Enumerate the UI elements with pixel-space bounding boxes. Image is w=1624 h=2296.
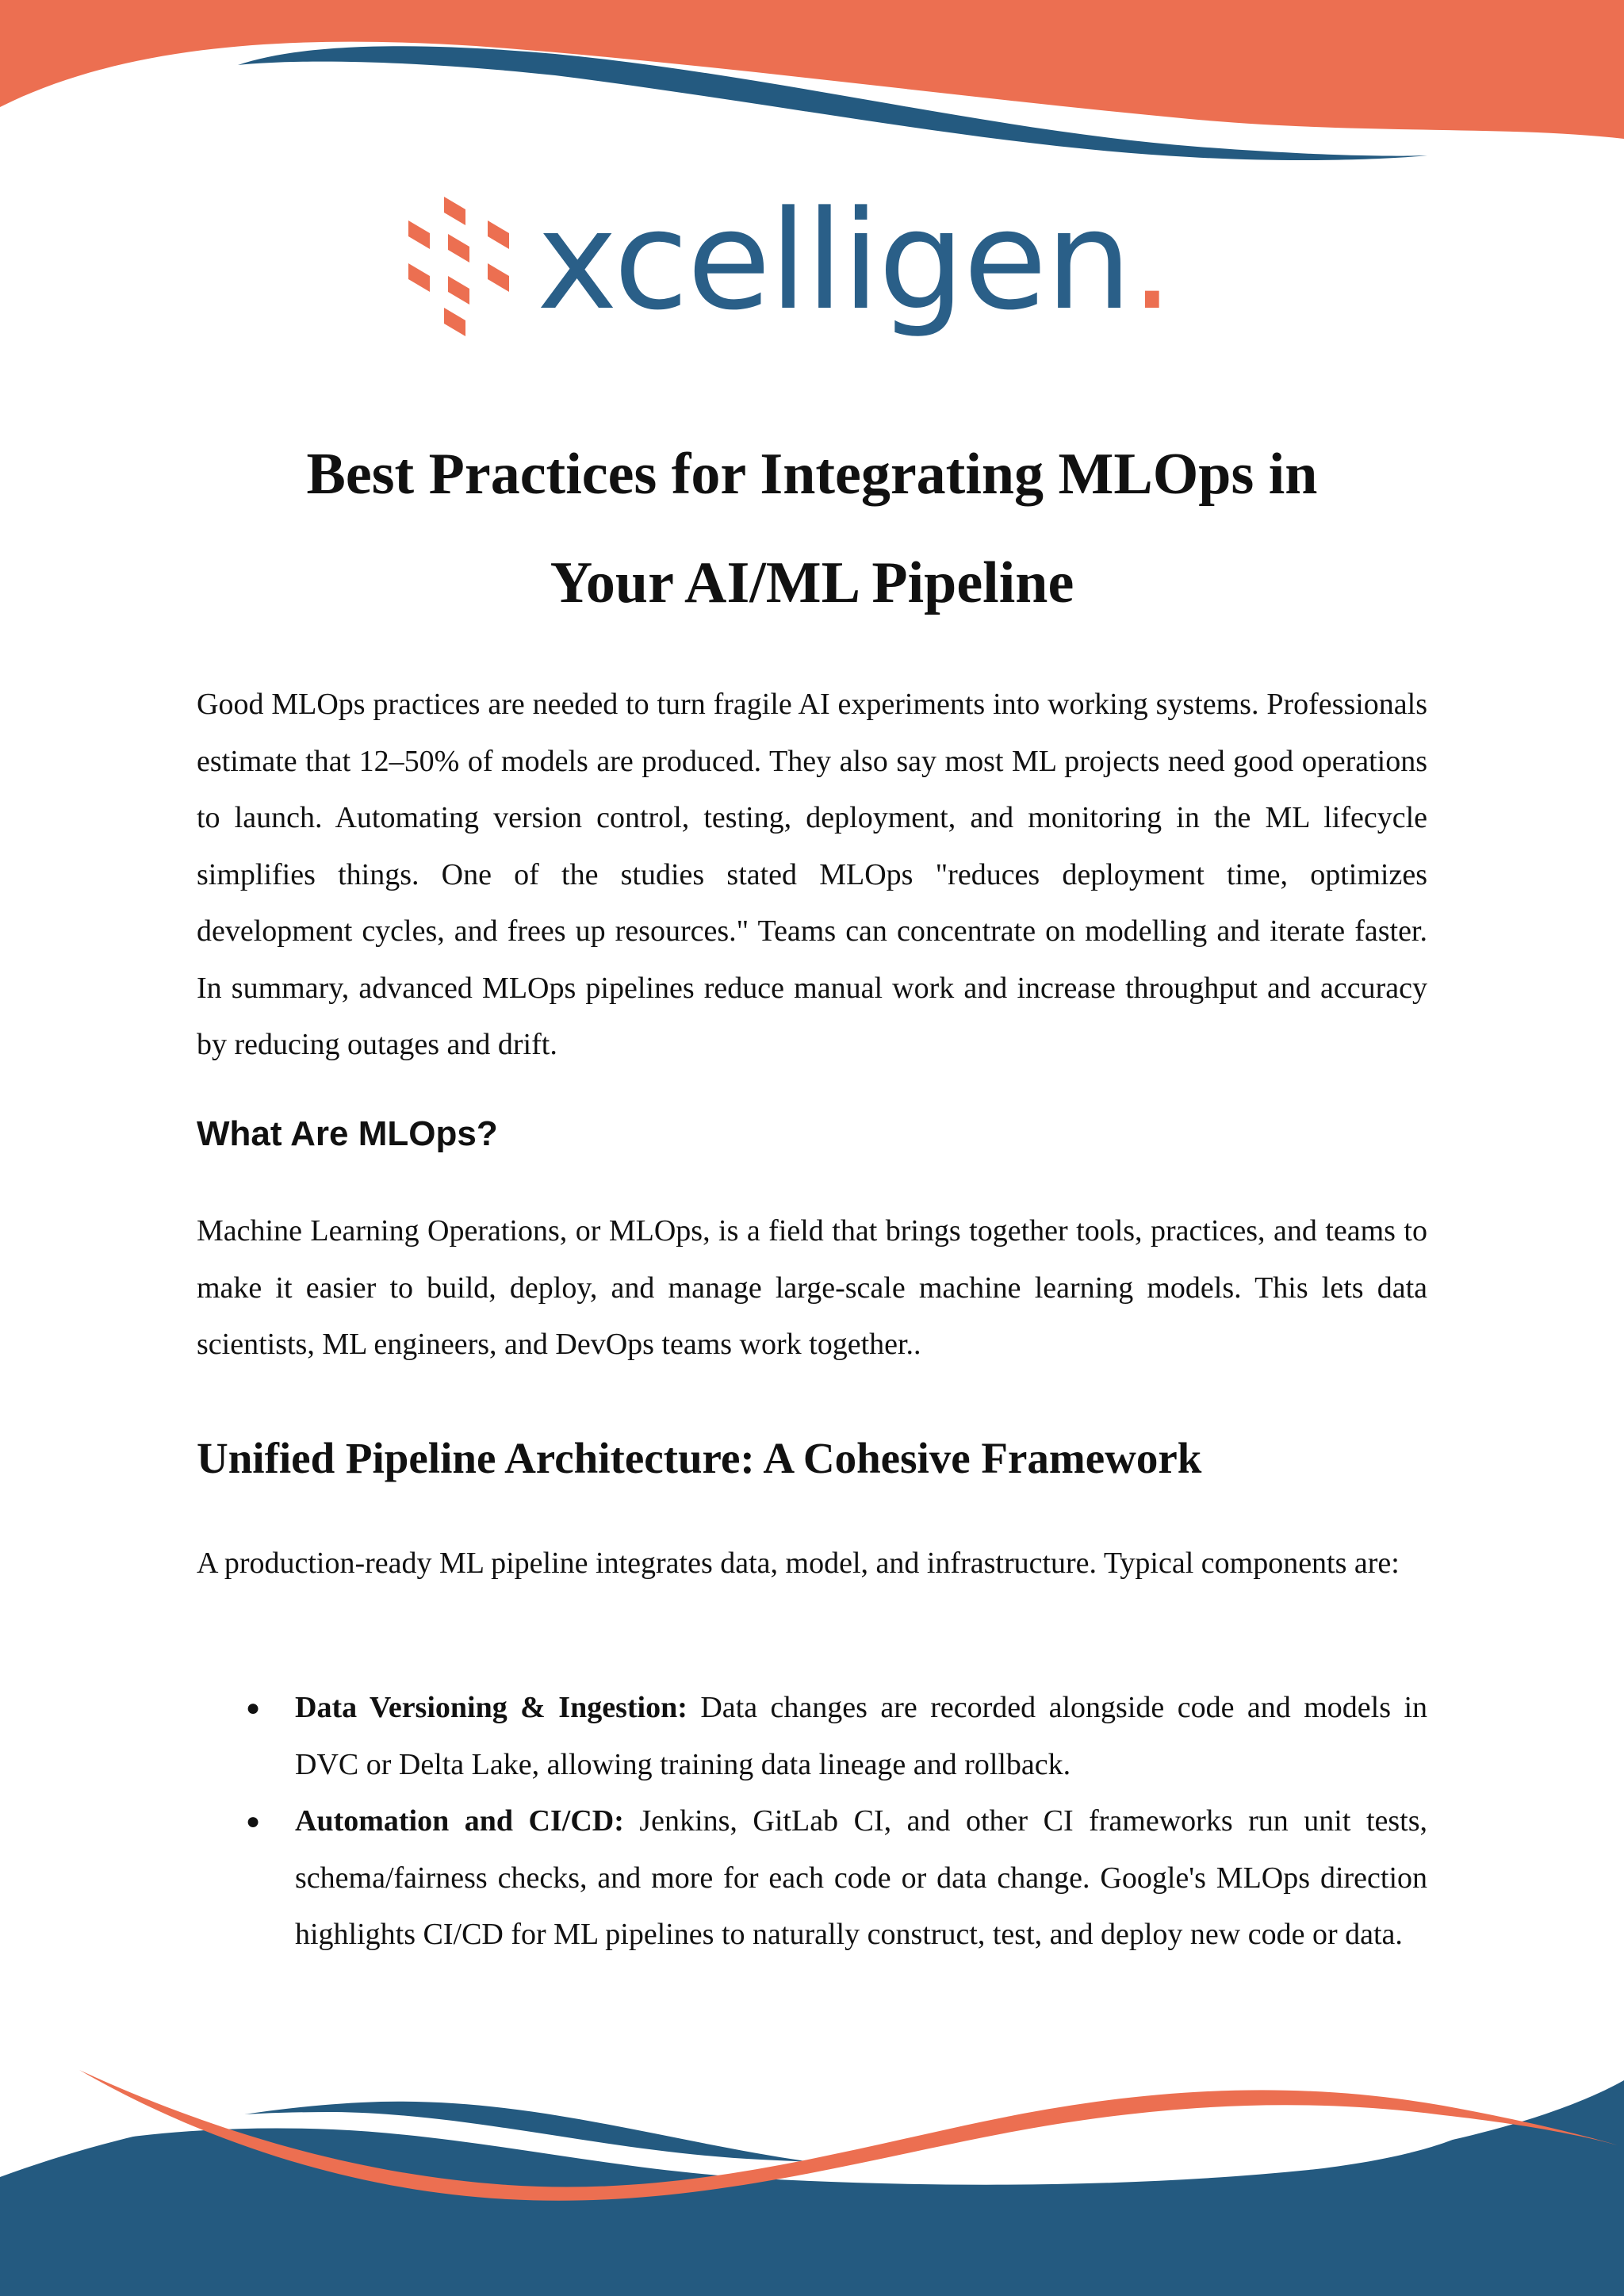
unified-pipeline-paragraph: A production-ready ML pipeline integrates data, model, and infrastructure. Typical components are: [197,1547,1400,1580]
list-item [197,1680,1427,1793]
mlops-heading: What Are MLOps? [197,1114,498,1153]
unified-pipeline-heading: Unified Pipeline Architecture: A Cohesive Framework [197,1434,1202,1482]
bullet-icon: ● [246,1808,261,1834]
bullet-icon: ● [246,1695,261,1721]
logo-wordmark [537,181,1173,340]
bottom-wave-decoration [0,2042,1624,2296]
logo-dot: . [1130,181,1173,340]
list-item-label: Automation and CI/CD: [295,1804,624,1838]
list-item-label: Data Versioning & Ingestion: [295,1691,688,1724]
xcelligen-logo [400,181,1185,345]
top-wave-decoration [0,0,1624,167]
title-line-2: Your AI/ML Pipeline [550,550,1074,615]
title-line-1: Best Practices for Integrating MLOps in [306,442,1318,507]
mlops-paragraph: Machine Learning Operations, or MLOps, is a field that brings together tools, practices, and teams to make it easier to build, deploy, and manage large-scale machine learning models. This lets data scientists, ML engineers, and DevOps teams work together.. [197,1214,1427,1361]
document-title [197,420,1427,638]
intro-paragraph: Good MLOps practices are needed to turn fragile AI experiments into working systems. Professionals estimate that 12–50% of models are produced. They also say most ML projects need good operations to launch. Automating version control, testing, deployment, and monitoring in the ML lifecycle simplifies things. One of the studies stated MLOps "reduces deployment time, optimizes development cycles, and frees up resources." Teams can concentrate on modelling and iterate faster. In summary, advanced MLOps pipelines reduce manual work and increase throughput and accuracy by reducing outages and drift. [197,688,1427,1061]
logo-name: xcelligen [537,181,1131,340]
list-item-text: Data changes are recorded alongside code and models in DVC or Delta Lake, allowing training data lineage and rollback. [295,1691,1428,1781]
logo-mark-icon [400,190,519,341]
list-item [197,1793,1427,1964]
components-list [197,1680,1427,1964]
list-item-text: Jenkins, GitLab CI, and other CI frameworks run unit tests, schema/fairness checks, and more for each code or data change. Google's MLOps direction highlights CI/CD for ML pipelines to naturally construct, test, and deploy new code or data. [295,1804,1427,1951]
